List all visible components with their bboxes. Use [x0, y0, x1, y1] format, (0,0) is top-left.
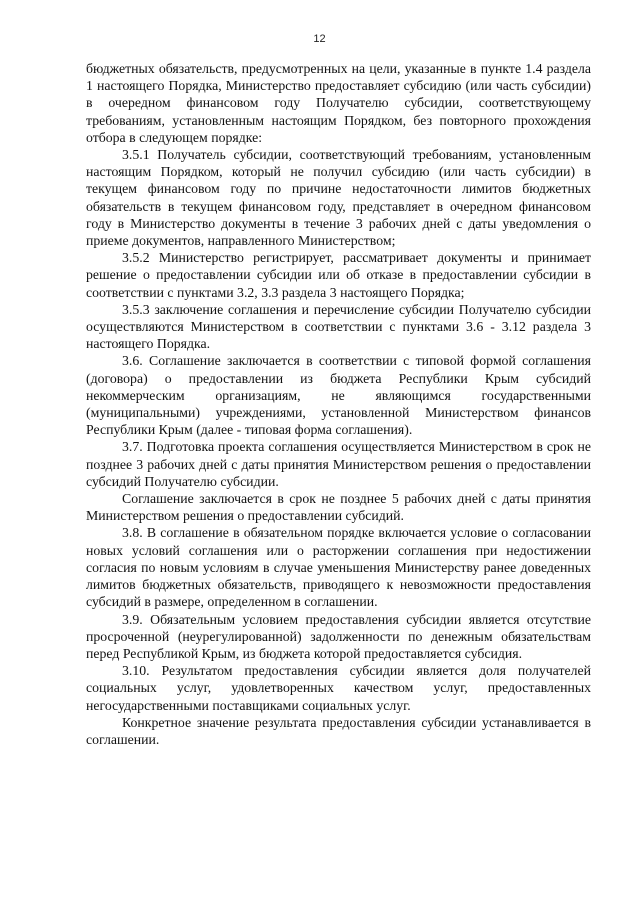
paragraph-continuation: бюджетных обязательств, предусмотренных на цели, указанные в пункте 1.4 раздела 1 настоящего Порядка, Министерство предоставляет субсидию (или часть субсидии) в очередном финансовом году Получателю субсидии, соответствующему требованиям, установленным настоящим Порядком, без повторного прохождения отбора в следующем порядке:: [86, 61, 591, 145]
paragraph-3-5-3: 3.5.3 заключение соглашения и перечисление субсидии Получателю субсидии осуществляются Министерством в соответствии с пунктами 3.6 - 3.12 раздела 3 настоящего Порядка.: [86, 301, 591, 352]
paragraph-3-8: 3.8. В соглашение в обязательном порядке включается условие о согласовании новых условий соглашения или о расторжении соглашения при недостижении согласия по новым условиям в случае уменьшения Министерству ранее доведенных лимитов бюджетных обязательств, приводящего к невозможности предоставления субсидий в размере, определенном в соглашении.: [86, 525, 591, 610]
paragraph-3-7-term: Соглашение заключается в срок не позднее 5 рабочих дней с даты принятия Министерством решения о предоставлении субсидий.: [86, 491, 591, 524]
paragraph-3-6: 3.6. Соглашение заключается в соответствии с типовой формой соглашения (договора) о предоставлении из бюджета Республики Крым субсидий некоммерческим организациям, не являющимся государственными (муниципальными) учреждениями, установленной Министерством финансов Республики Крым (далее - типовая форма соглашения).: [86, 353, 591, 438]
paragraph-3-9: 3.9. Обязательным условием предоставления субсидии является отсутствие просроченной (неурегулированной) задолженности по денежным обязательствам перед Республикой Крым, из бюджета которой предоставляется субсидия.: [86, 611, 591, 661]
paragraph-3-7: 3.7. Подготовка проекта соглашения осуществляется Министерством в срок не позднее 3 рабочих дней с даты принятия Министерством решения о предоставлении субсидий Получателю субсидии.: [86, 439, 591, 489]
paragraph-3-5-1: 3.5.1 Получатель субсидии, соответствующий требованиям, установленным настоящим Порядком, который не получил субсидию (или часть субсидии) в текущем финансовом году по причине недостаточности лимитов бюджетных обязательств в текущем финансовом году, представляет в очередном финансовом году в Министерство документы в течение 3 рабочих дней с даты уведомления о приеме документов, направленного Министерством;: [86, 147, 591, 249]
page-number: 12: [313, 33, 326, 45]
paragraph-3-5-2: 3.5.2 Министерство регистрирует, рассматривает документы и принимает решение о предоставлении субсидии или об отказе в предоставлении субсидии в соответствии с пунктами 3.2, 3.3 раздела 3 настоящего Порядка;: [86, 250, 591, 300]
paragraph-3-10: 3.10. Результатом предоставления субсидии является доля получателей социальных услуг, удовлетворенных качеством услуг, предоставленных негосударственными поставщиками социальных услуг.: [86, 663, 591, 713]
document-body: [86, 60, 591, 748]
paragraph-3-10-value: Конкретное значение результата предоставления субсидии устанавливается в соглашении.: [86, 714, 591, 747]
